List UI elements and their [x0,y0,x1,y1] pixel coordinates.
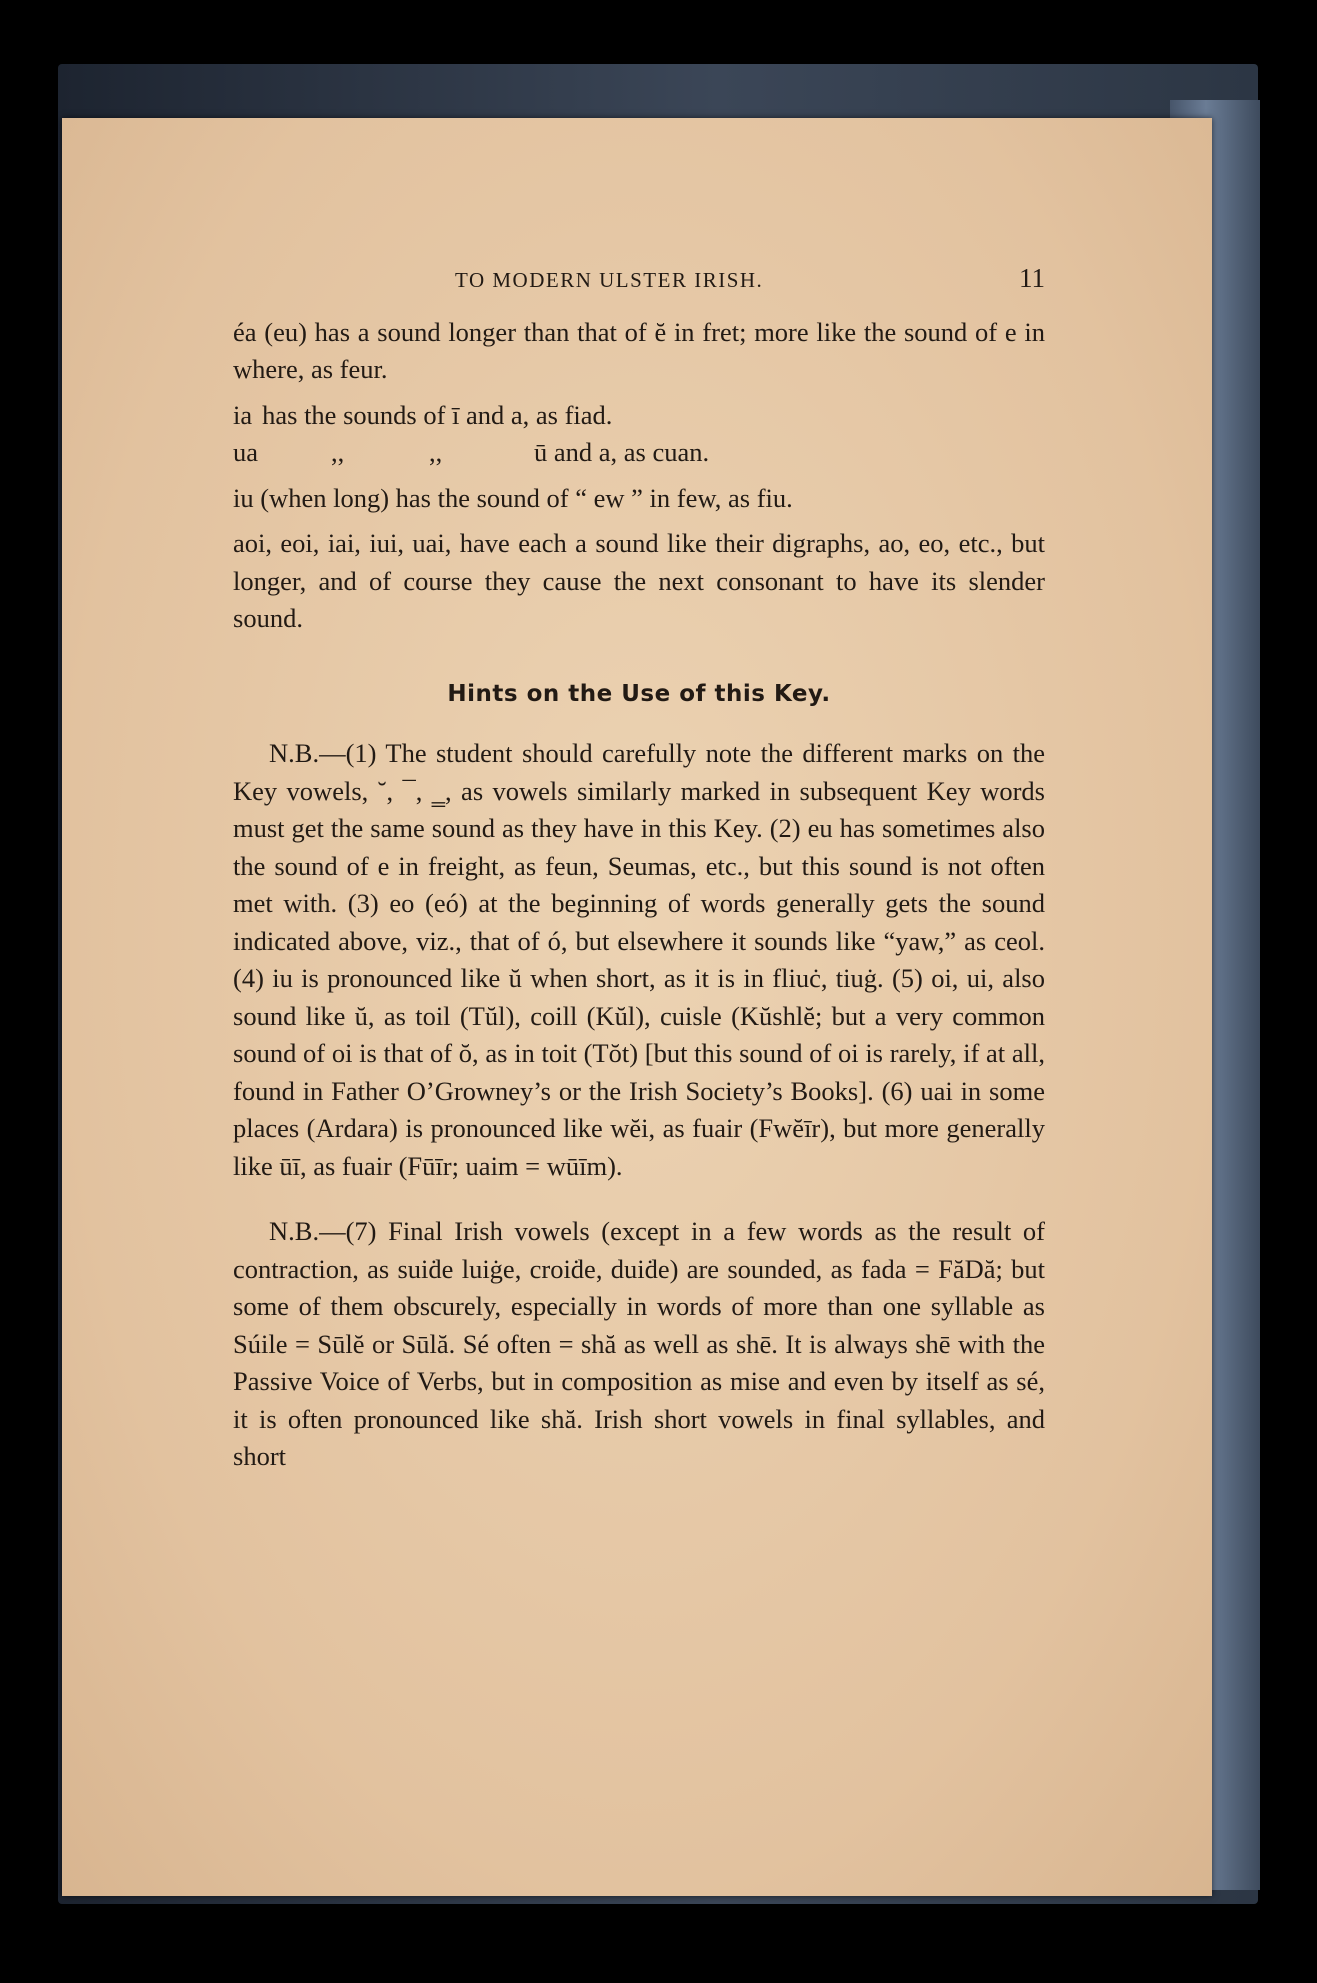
diphthong-rule: aoi, eoi, iai, iui, uai, have each a sound like their digraphs, ao, eo, etc., but longer, and of course they cause the next consonant to have its slender sound. [233,528,1045,633]
nb-paragraph-7: N.B.—(7) Final Irish vowels (except in a few words as the result of contraction, as suiḋe luiġe, croiḋe, duiḋe) are sounded, as fada = FăDă; but some of them obscurely, especially in words of more than one syllable as Súile = Sūlĕ or Sūlă. Sé often = shă as well as shē. It is always shē with the Passive Voice of Verbs, but in composition as mise and even by itself as sé, it is often pronounced like shă. Irish short vowels in final syllables, and short [233,1216,1045,1471]
ia-rule [233,397,1045,435]
running-header [233,260,1045,300]
ditto-mark-2: ,, [429,437,443,467]
nb-paragraph-1: N.B.—(1) The student should carefully note the different marks on the Key vowels, ˘, ¯, ‗, as vowels similarly marked in subsequent Key words must get the same sound as they have in this Key. (2) eu has sometimes also the sound of e in freight, as feun, Seumas, etc., but this sound is not often met with. (3) eo (eó) at the beginning of words generally gets the sound indicated above, viz., that of ó, but elsewhere it sounds like “yaw,” as ceol. (4) iu is pronounced like ŭ when short, as it is in fliuċ, tiuġ. (5) oi, ui, also sound like ŭ, as toil (Tŭl), coill (Kŭl), cuisle (Kŭshlĕ; but a very common sound of oi is that of ŏ, as in toit (Tŏt) [but this sound of oi is rarely, if at all, found in Father O’Growney’s or the Irish Society’s Books]. (6) uai in some places (Ardara) is pronounced like wĕi, as fuair (Fwĕīr), but more generally like ūī, as fuair (Fūīr; uaim = wūīm). [233,738,1045,1181]
ua-rule [233,434,1045,472]
running-title: TO MODERN ULSTER IRISH. [455,268,764,292]
ea-rule: éa (eu) has a sound longer than that of ĕ in fret; more like the sound of e in where, as feur. [233,316,1045,384]
ia-head: ia [233,399,253,430]
ditto-mark-1: ,, [331,437,345,467]
iu-rule: iu (when long) has the sound of “ ew ” in few, as fiu. [233,482,793,513]
ua-text: ū and a, as cuan. [534,437,710,467]
page-number: 11 [1019,263,1045,293]
page-content [233,260,1045,1476]
ia-text: has the sounds of ī and a, as fiad. [262,399,613,430]
ua-head: ua [233,437,259,467]
section-heading: Hints on the Use of this Key. [447,680,831,707]
